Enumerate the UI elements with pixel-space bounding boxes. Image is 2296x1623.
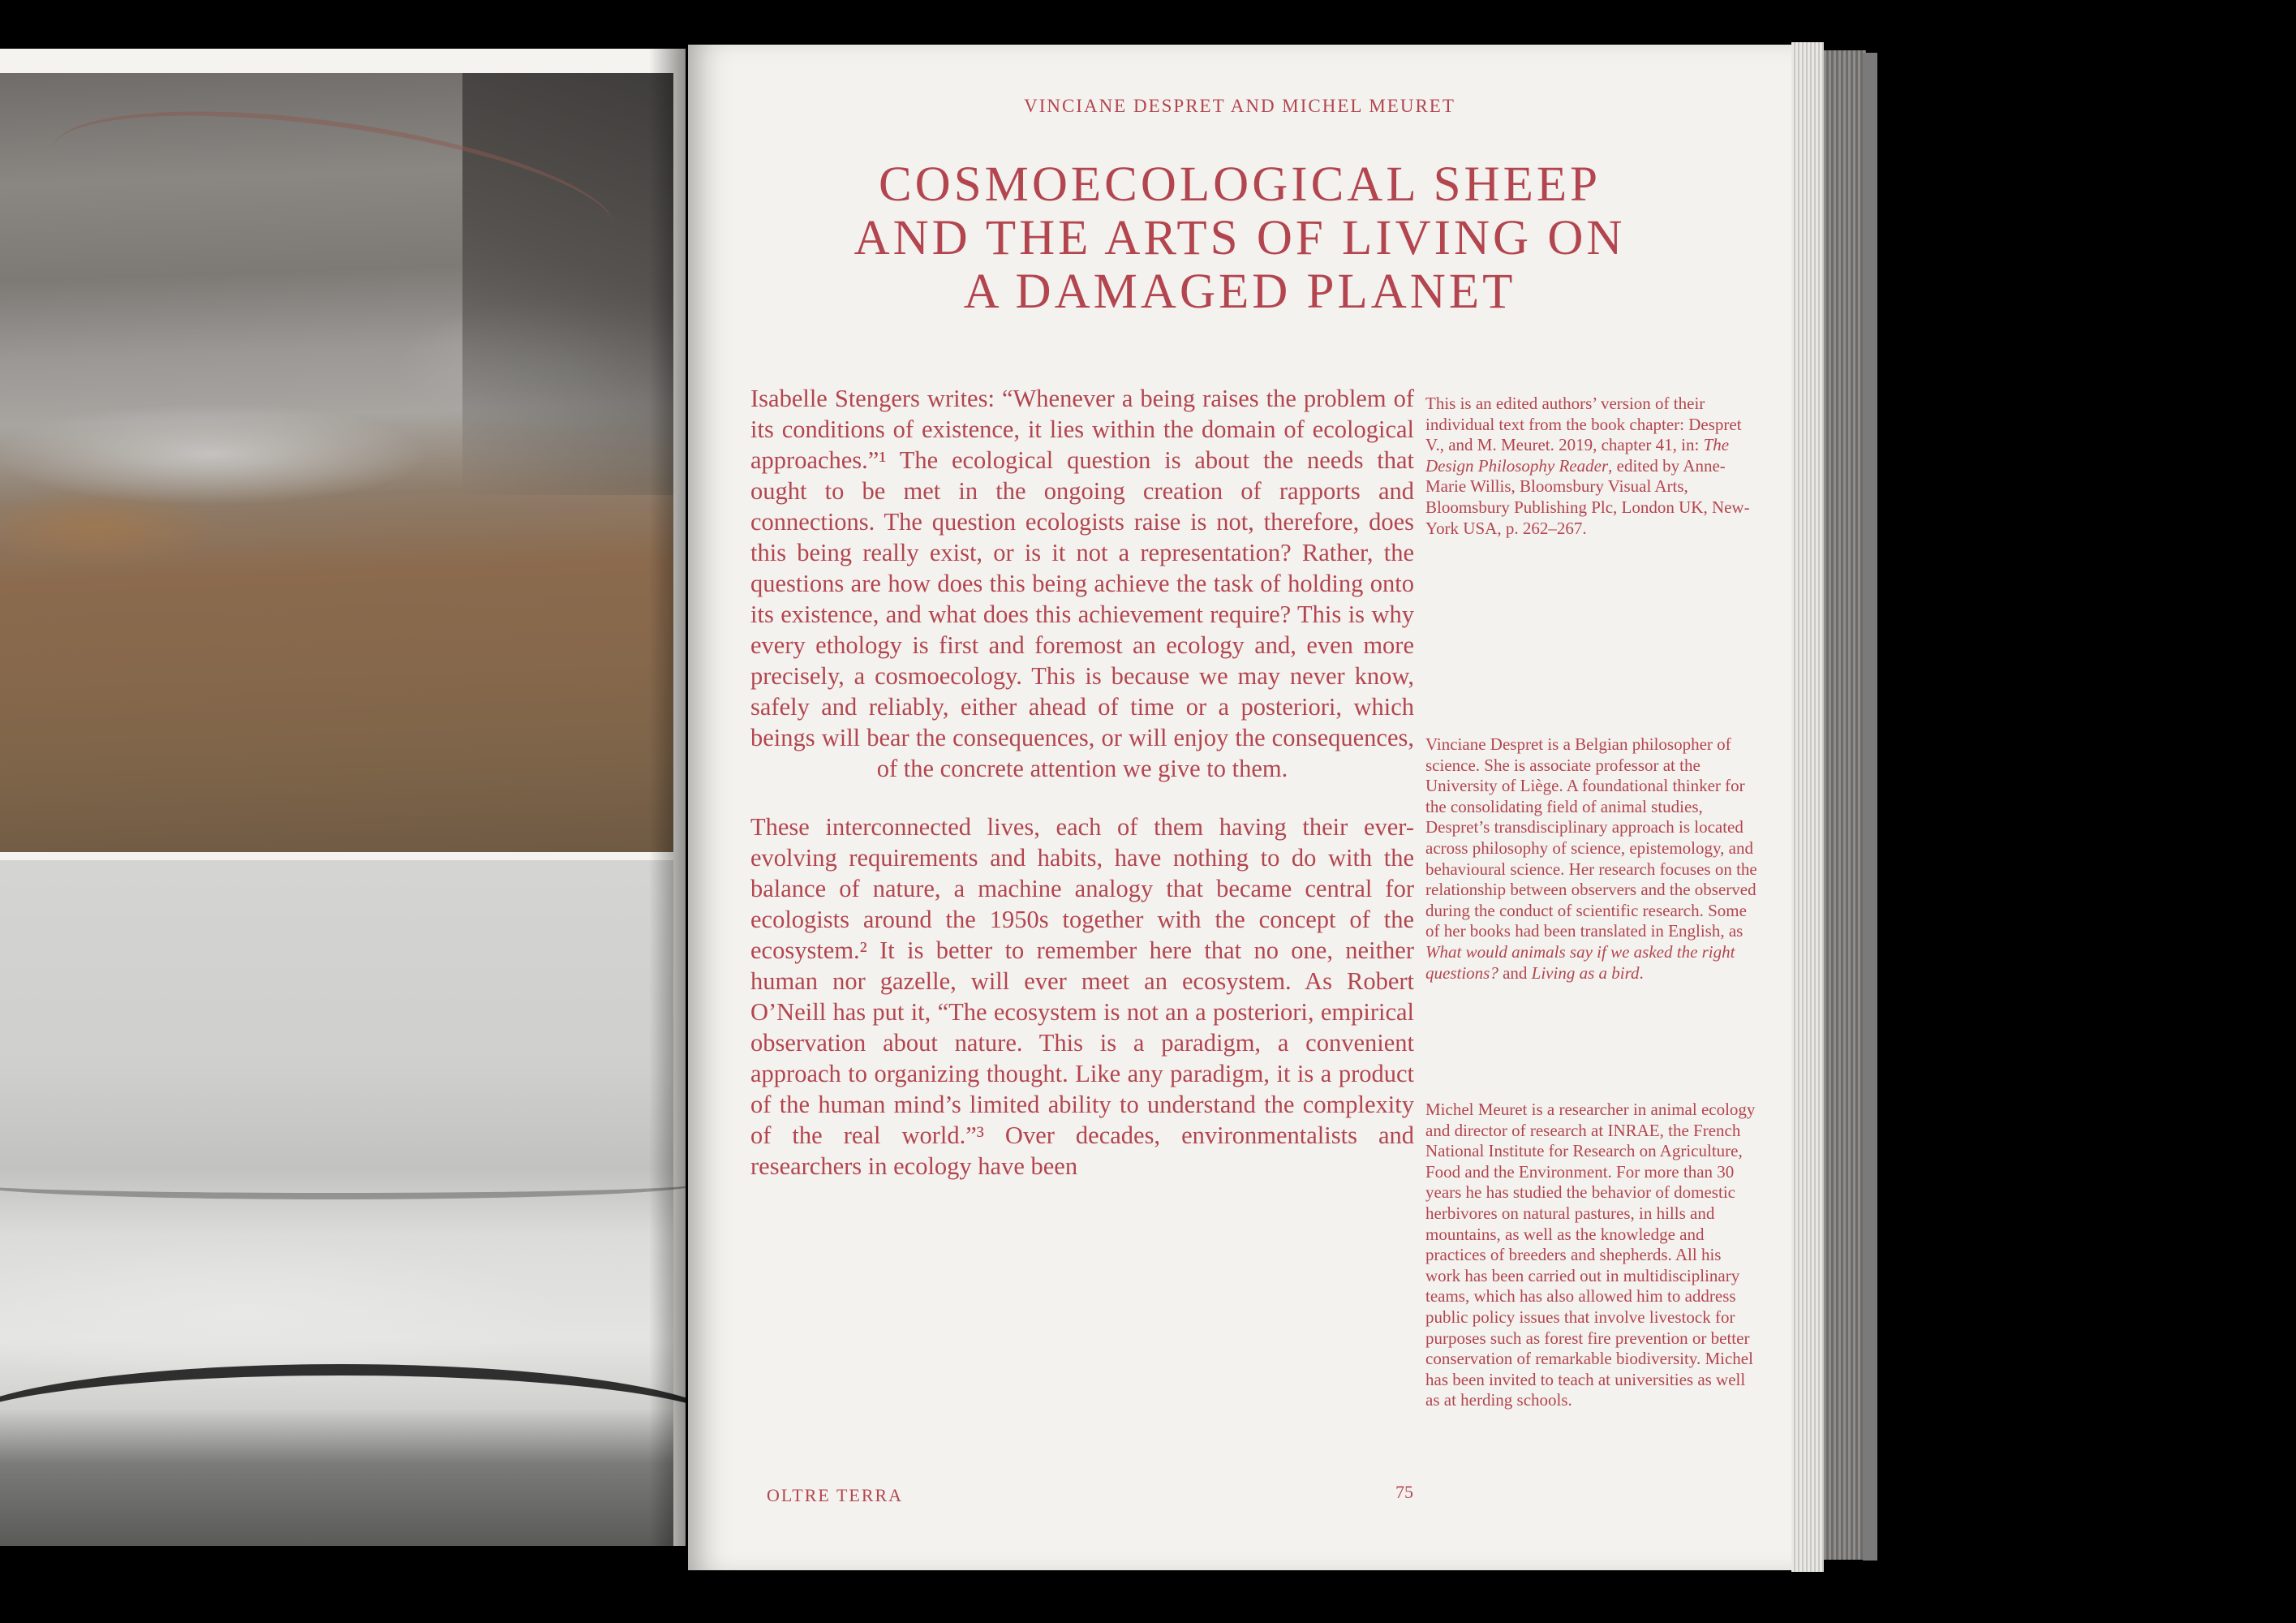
source-note-book-title: The Design Philosophy Reader [1425,435,1730,476]
page-edges-dark [1824,50,1866,1560]
bio-despret-book-2: Living as a bird [1531,962,1640,983]
source-note-text: This is an edited authors’ version of their individual text from the book chapter: Despret V., and M. Meuret. 2019, chapter 41, in: [1425,394,1742,455]
title-line-1: COSMOECOLOGICAL SHEEP [878,157,1602,212]
photo-ice-ridge [0,1169,686,1199]
running-head: VINCIANE DESPRET AND MICHEL MEURET [1024,96,1455,116]
footer-journal-name: OLTRE TERRA [767,1485,904,1505]
photo-dark-shore [0,1364,686,1489]
article-title [688,158,1791,319]
photo-dark-ridge [462,73,673,495]
page-edges [1791,42,1824,1572]
source-note [1425,394,1760,539]
body-text [750,383,1414,1182]
landscape-photo-rocky-slope [0,73,673,852]
author-bio-meuret [1425,1100,1760,1411]
body-paragraph-1: Isabelle Stengers writes: “Whenever a being raises the problem of its conditions of existence, it lies within the domain of ecological approaches.”¹ The ecological question is about the needs that ought to be met in the ongoing creation of rapports and connections. The question ecologists raise is not, therefore, does this being really exist, or is it not a representation? Rather, the questions are how does this being achieve the task of holding onto its existence, and what does this achievement require? This is why every ethology is first and foremost an ecology and, even more precisely, a cosmoecology. This is because we may never know, safely and reliably, either ahead of time or a posteriori, which beings will bear the consequences, or will enjoy the consequences, of the concrete attention we give to them. [750,385,1414,782]
source-note-text-end: , edited by Anne-Marie Willis, Bloomsbury Visual Arts, Bloomsbury Publishing Plc, London UK, New-York USA, p. 262–267. [1425,455,1750,538]
bio-despret-end: . [1639,962,1644,983]
title-line-3: A DAMAGED PLANET [963,265,1516,319]
body-paragraph-2: These interconnected lives, each of them having their ever-evolving requirements and habits, have nothing to do with the balance of nature, a machine analogy that became central for ecologists around the 1950s together with the concept of the ecosystem.² It is better to remember here that no one, neither human nor gazelle, will ever meet an ecosystem. As Robert O’Neill has put it, “The ecosystem is not an a posteriori, empirical observation about nature. This is a paradigm, a convenient approach to organizing thought. Like any paradigm, it is a product of the human mind’s limited ability to understand the complexity of the real world.”³ Over decades, environmentalists and researchers in ecology have been [750,813,1414,1180]
author-bio-despret [1425,734,1760,984]
bio-despret-text: Vinciane Despret is a Belgian philosopher of science. She is associate professor at the University of Liège. A foundational thinker for the consolidating field of animal studies, Despret’s transdisciplinary approach is located across philosophy of science, epistemology, and behavioural science. Her research focuses on the relationship between observers and the observed during the conduct of scientific research. Some of her books had been translated in English, as [1425,734,1757,941]
landscape-photo-ice-field [0,860,673,1546]
bio-despret-book-1: What would animals say if we asked the right questions? [1425,941,1735,983]
page-number: 75 [1395,1482,1413,1502]
bio-meuret-text: Michel Meuret is a researcher in animal ecology and director of research at INRAE, the French National Institute for Research on Agriculture, Food and the Environment. For more than 30 years he has studied the behavior of domestic herbivores on natural pastures, in hills and mountains, as well as the knowledge and practices of breeders and shepherds. All his work has been carried out in multidisciplinary teams, which has also allowed him to address public policy issues that involve livestock for purposes such as forest fire prevention or better conservation of remarkable biodiversity. Michel has been invited to teach at universities as well as at herding schools. [1425,1100,1756,1410]
left-page [0,49,686,1546]
bio-despret-and: and [1498,962,1532,983]
title-line-2: AND THE ARTS OF LIVING ON [853,211,1626,265]
book-cover-edge [1863,53,1877,1561]
